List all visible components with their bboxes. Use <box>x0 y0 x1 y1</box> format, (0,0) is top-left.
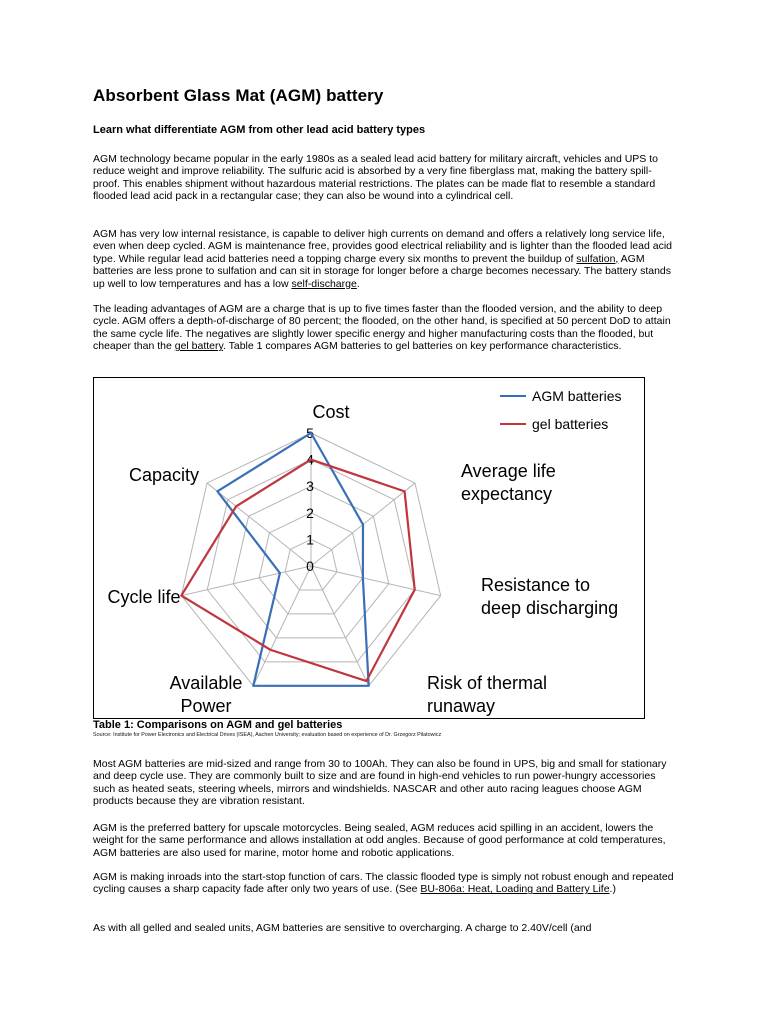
radar-chart-figure <box>93 377 645 719</box>
legend-label: AGM batteries <box>532 388 622 404</box>
paragraph-3-text-b: . Table 1 compares AGM batteries to gel batteries on key performance characteristics. <box>222 340 622 353</box>
table-caption: Table 1: Comparisons on AGM and gel batteries <box>93 719 343 731</box>
sulfation-link[interactable]: sulfation, <box>576 252 619 265</box>
table-source: Source: Institute for Power Electronics and Electrical Drives (ISEA), Aachen University; evaluation based on experience of Dr. Grzegorz Pilatowicz <box>93 732 442 738</box>
radar-scale-label: 1 <box>306 531 314 548</box>
paragraph-5: AGM is the preferred battery for upscale motorcycles. Being sealed, AGM reduces acid spilling in an accident, lowers the weight for the same performance and allows installation at odd angles. Because of good performance at cold temperatures, AGM batteries are also used for marine, motor home and robotic applications. <box>93 822 666 859</box>
paragraph-3-text-a: The leading advantages of AGM are a charge that is up to five times faster than the flooded version, and the ability to deep cycle. AGM offers a depth-of-discharge of 80 percent; the flooded, on the other hand, is specified at 50 percent DoD to attain the same cycle life. The negatives are slightly lower specific energy and higher manufacturing costs than the flooded, but cheaper than the <box>93 303 671 353</box>
paragraph-2-text-b: AGM batteries are less prone to sulfation and can sit in storage for longer before a charge becomes necessary. The battery stands up well to low temperatures and has a low <box>93 252 672 290</box>
radar-scale-label: 2 <box>306 504 314 521</box>
paragraph-2-text-c: . <box>356 277 360 290</box>
page-title: Absorbent Glass Mat (AGM) battery <box>93 86 384 105</box>
gel-battery-link[interactable]: gel battery <box>174 340 223 353</box>
radar-axis-label: Cycle life <box>107 587 181 607</box>
bu-806a-link[interactable]: BU-806a: Heat, Loading and Battery Life <box>420 883 610 896</box>
paragraph-4: Most AGM batteries are mid-sized and range from 30 to 100Ah. They can also be found in UPS, big and small for stationary and deep cycle use. They are commonly built to size and are found in high-end vehicles to run power-hungry accessories such as heated seats, steering wheels, mirrors and windshields. NASCAR and other auto racing leagues choose AGM products because they are vibration resistant. <box>93 758 667 808</box>
self-discharge-link[interactable]: self-discharge <box>291 277 357 290</box>
radar-scale-label: 4 <box>306 451 314 468</box>
radar-spoke <box>253 566 311 686</box>
radar-axis-label: Available Power <box>169 673 243 716</box>
paragraph-2 <box>93 228 678 290</box>
radar-axis-label: Capacity <box>128 465 200 485</box>
radar-axis-label: Resistance to deep discharging <box>481 575 619 618</box>
radar-axis-label: Cost <box>312 402 350 422</box>
radar-scale-label: 5 <box>306 425 314 441</box>
radar-scale-label: 3 <box>306 478 314 495</box>
paragraph-3 <box>93 303 678 353</box>
radar-axis-label: Risk of thermal runaway <box>427 673 548 716</box>
paragraph-6-text-a: AGM is making inroads into the start-stop function of cars. The classic flooded type is simply not robust enough and repeated cycling causes a sharp capacity fade after only two years of use. (See <box>93 871 674 896</box>
page-subtitle: Learn what differentiate AGM from other lead acid battery types <box>93 124 426 136</box>
paragraph-1: AGM technology became popular in the early 1980s as a sealed lead acid battery for military aircraft, vehicles and UPS to reduce weight and improve reliability. The sulfuric acid is absorbed by a very fine fiberglass mat, making the battery spill-proof. This enables shipment without hazardous material restrictions. The plates can be made flat to resemble a standard flooded lead acid pack in a rectangular case; they can also be wound into a cylindrical cell. <box>93 153 658 203</box>
paragraph-7: As with all gelled and sealed units, AGM batteries are sensitive to overcharging. A charge to 2.40V/cell (and <box>93 922 592 934</box>
legend-label: gel batteries <box>532 416 609 432</box>
radar-spoke <box>311 566 369 686</box>
paragraph-6 <box>93 871 678 896</box>
radar-chart <box>94 378 644 718</box>
paragraph-6-text-b: .) <box>609 883 616 896</box>
paragraph-2-text-a: AGM has very low internal resistance, is capable to deliver high currents on demand and offers a relatively long service life, even when deep cycled. AGM is maintenance free, provides good electrical reliability and is lighter than the flooded lead acid type. While regular lead acid batteries need a topping charge every six months to prevent the buildup of <box>93 228 673 265</box>
radar-scale-label: 0 <box>306 558 314 574</box>
radar-axis-label: Average life expectancy <box>461 461 556 504</box>
